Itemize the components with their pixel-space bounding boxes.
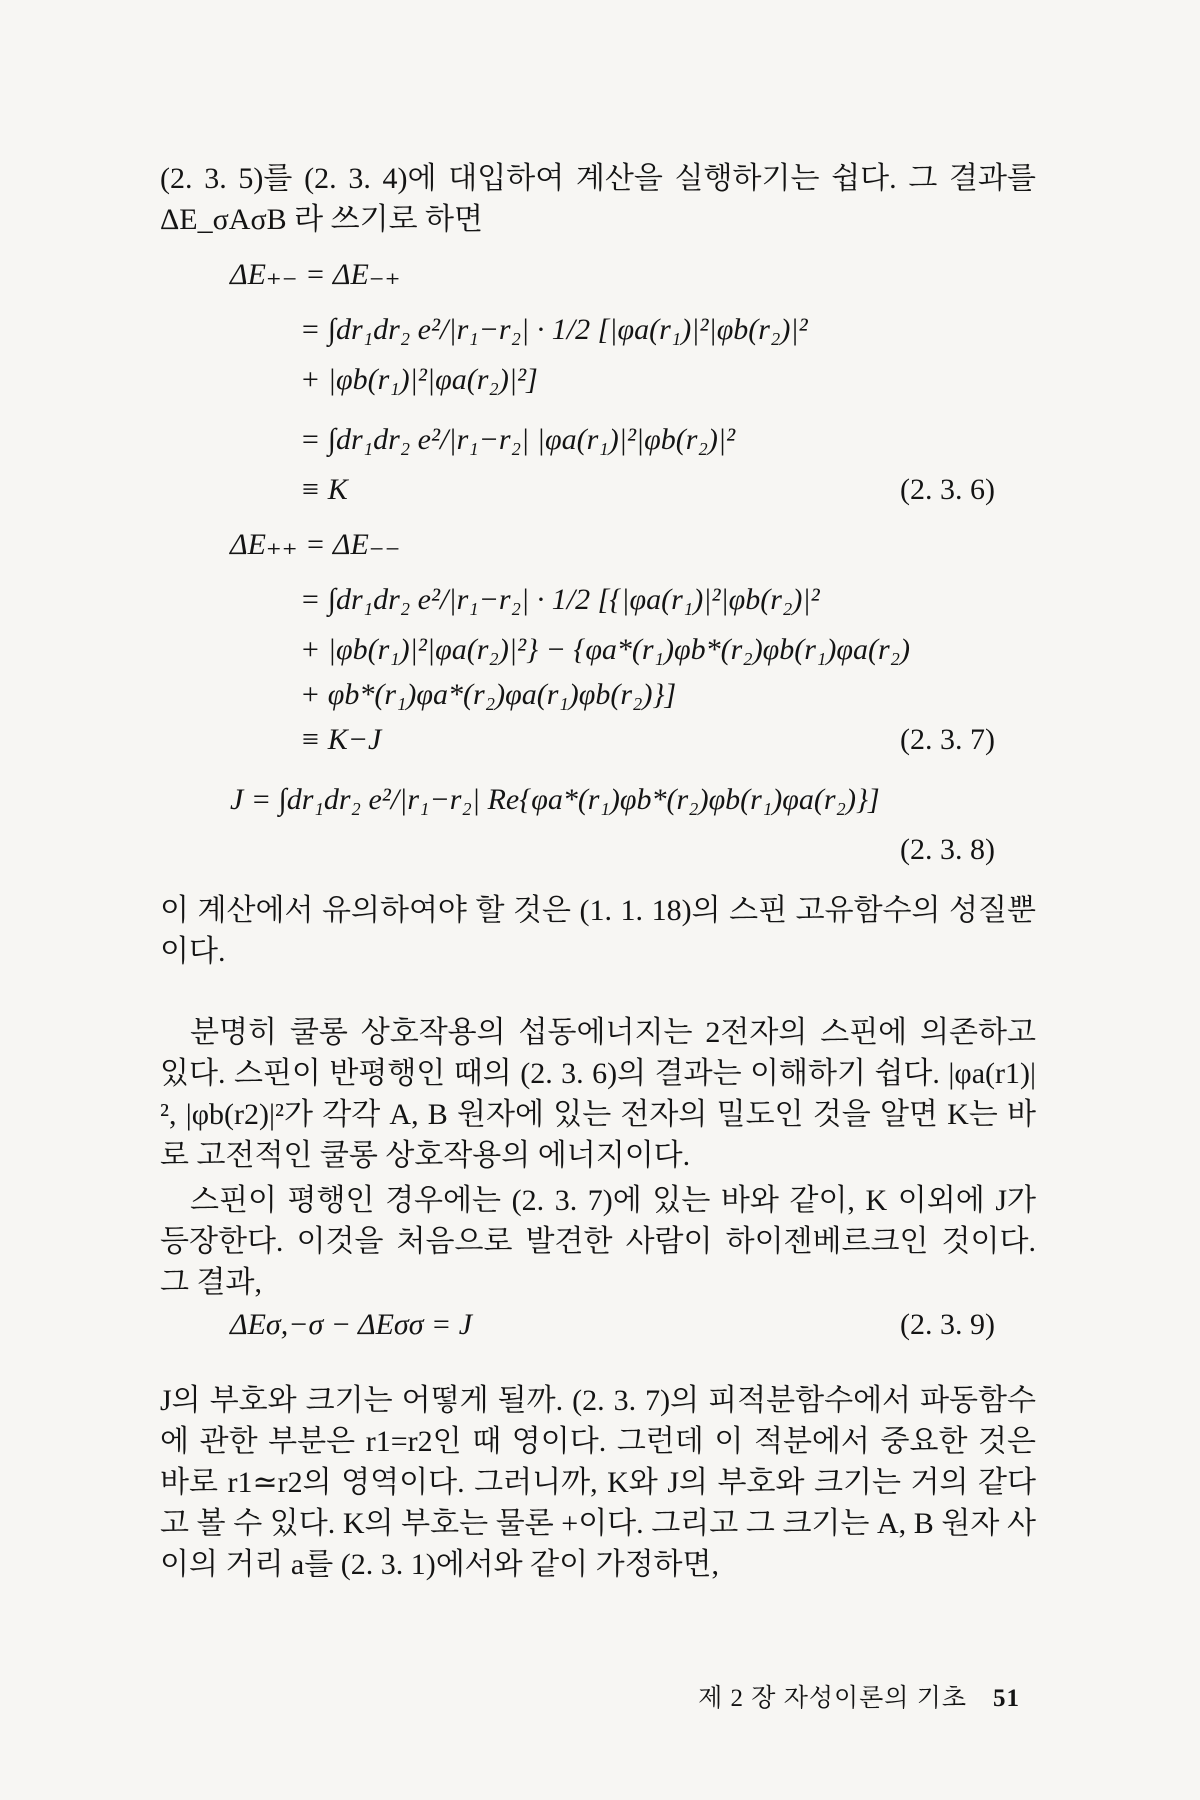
equation-line-11: J = ∫dr₁dr₂ e²/|r₁−r₂| Re{φa*(r₁)φb*(r₂)φb(r₁)φa(r₂)}] (230, 783, 880, 816)
equation-line-4: = ∫dr₁dr₂ e²/|r₁−r₂| |φa(r₁)|²|φb(r₂)|² (300, 423, 736, 456)
equation-number-2-3-9: (2. 3. 9) (900, 1308, 995, 1341)
equation-line-12: ΔEσ,−σ − ΔEσσ = J (230, 1308, 473, 1341)
paragraph-coulomb: 분명히 쿨롱 상호작용의 섭동에너지는 2전자의 스핀에 의존하고 있다. 스핀이 반평행인 때의 (2. 3. 6)의 결과는 이해하기 쉽다. |φa(r1)|², |φb(r2)|²가 각각 A, B 원자에 있는 전자의 밀도인 것을 알면 K는 바로 고전적인 쿨롱 상호작용의 에너지이다. (160, 1016, 1036, 1172)
equation-line-3: + |φb(r₁)|²|φa(r₂)|²] (300, 363, 538, 396)
equation-line-8: + |φb(r₁)|²|φa(r₂)|²} − {φa*(r₁)φb*(r₂)φb(r₁)φa(r₂) (300, 633, 911, 666)
equation-line-2: = ∫dr₁dr₂ e²/|r₁−r₂| · 1/2 [|φa(r₁)|²|φb(r₂)|² (300, 313, 808, 346)
equation-line-9: + φb*(r₁)φa*(r₂)φa(r₁)φb(r₂)}] (300, 678, 677, 711)
paragraph-note: 이 계산에서 유의하여야 할 것은 (1. 1. 18)의 스핀 고유함수의 성질뿐이다. (160, 894, 1036, 968)
equation-number-2-3-7: (2. 3. 7) (900, 723, 995, 756)
paragraph-intro: (2. 3. 5)를 (2. 3. 4)에 대입하여 계산을 실행하기는 쉽다. 그 결과를 ΔE_σAσB 라 쓰기로 하면 (160, 162, 1036, 236)
paragraph-heisenberg: 스핀이 평행인 경우에는 (2. 3. 7)에 있는 바와 같이, K 이외에 J가 등장한다. 이것을 처음으로 발견한 사람이 하이젠베르크인 것이다. 그 결과, (160, 1184, 1036, 1299)
equation-number-2-3-8: (2. 3. 8) (900, 833, 995, 866)
page-footer (698, 1678, 1020, 1714)
page-number: 51 (993, 1685, 1020, 1712)
equation-line-1: ΔE₊₋ = ΔE₋₊ (230, 258, 401, 291)
equation-line-6: ΔE₊₊ = ΔE₋₋ (230, 528, 401, 561)
equation-line-10: ≡ K−J (300, 723, 382, 756)
equation-line-7: = ∫dr₁dr₂ e²/|r₁−r₂| · 1/2 [{|φa(r₁)|²|φb(r₂)|² (300, 583, 820, 616)
paragraph-sign: J의 부호와 크기는 어떻게 될까. (2. 3. 7)의 피적분함수에서 파동함수에 관한 부분은 r1=r2인 때 영이다. 그런데 이 적분에서 중요한 것은 바로 r1≃r2의 영역이다. 그러니까, K와 J의 부호와 크기는 거의 같다고 볼 수 있다. K의 부호는 물론 +이다. 그리고 그 크기는 A, B 원자 사이의 거리 a를 (2. 3. 1)에서와 같이 가정하면, (160, 1384, 1036, 1581)
equation-number-2-3-6: (2. 3. 6) (900, 473, 995, 506)
equation-line-5: ≡ K (300, 473, 348, 506)
chapter-title: 제 2 장 자성이론의 기초 (698, 1685, 967, 1712)
